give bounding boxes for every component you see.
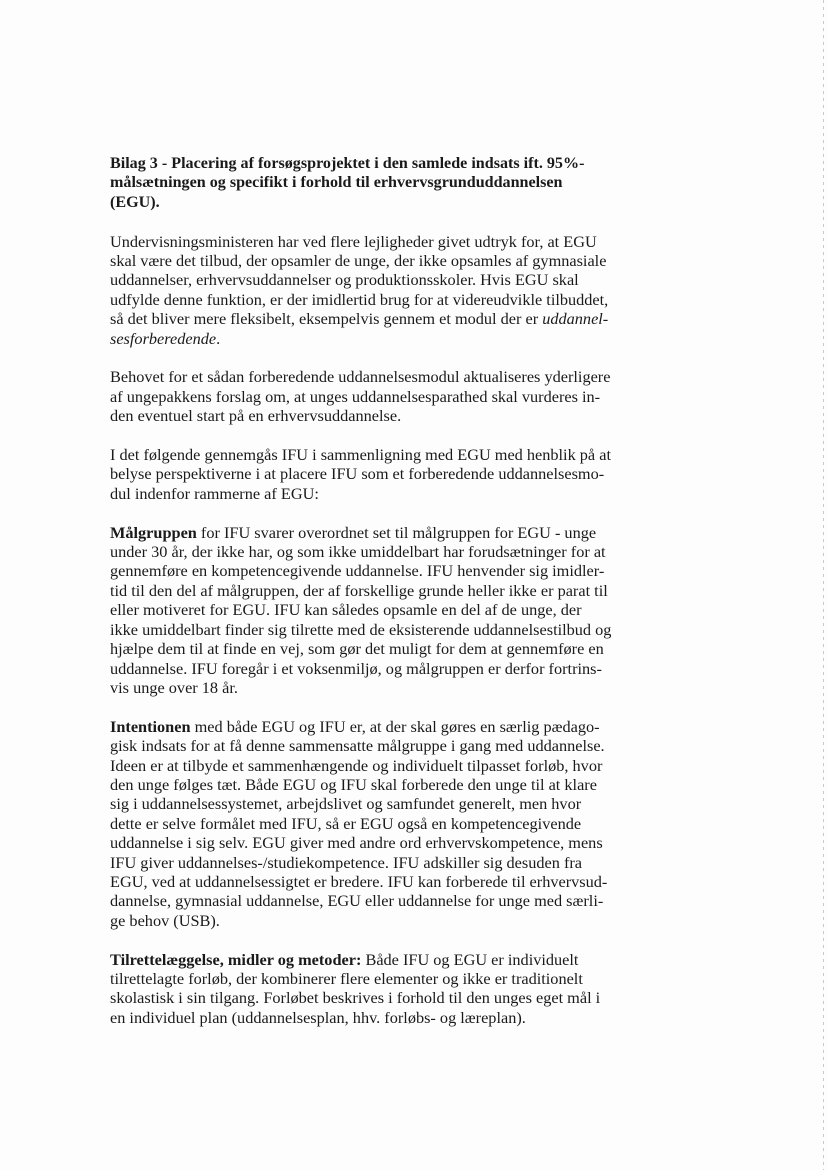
text-line: uddannelser, erhvervsuddannelser og produktionsskoler. Hvis EGU skal (110, 270, 579, 290)
text-line: skolastisk i sin tilgang. Forløbet beskrives i forhold til den unges eget mål i (110, 988, 601, 1008)
text-segment: for IFU svarer overordnet set til målgruppen for EGU - unge (196, 522, 597, 542)
paragraph-behovet (110, 367, 630, 425)
text-line: dette er selve formålet med IFU, så er EGU også en kompetencegivende (110, 813, 582, 833)
paragraph-gap (110, 426, 630, 445)
document-body (110, 154, 630, 1027)
paragraph-comparison (110, 445, 630, 503)
section-lead: Målgruppen (110, 522, 197, 542)
text-line: IFU giver uddannelses-/studiekompetence. IFU adskiller sig desuden fra (110, 852, 583, 872)
text-line: af ungepakkens forslag om, at unges uddannelsesparathed skal vurderes in- (110, 386, 601, 406)
text-line: under 30 år, der ikke har, og som ikke umiddelbart har forudsætninger for at (110, 542, 606, 562)
text-line: uddannelse. IFU foregår i et voksenmiljø, og målgruppen er derfor fortrins- (110, 658, 602, 678)
text-segment: Både IFU og EGU er individuelt (361, 949, 579, 969)
italic-term: uddannel- (542, 309, 609, 329)
text-line: Behovet for et sådan forberedende uddannelsesmodul aktualiseres yderligere (110, 367, 611, 387)
text-line: tilrettelagte forløb, der kombinerer flere elementer og ikke er traditionelt (110, 968, 583, 988)
italic-term: sesforberedende (110, 328, 217, 348)
text-line: vis unge over 18 år. (110, 677, 238, 697)
text-line: den eventuel start på en erhvervsuddannelse. (110, 406, 402, 426)
paragraph-gap (110, 348, 630, 367)
text-line: belyse perspektiverne i at placere IFU som et forberedende uddannelsesmo- (110, 464, 605, 484)
text-line: den unge følges tæt. Både EGU og IFU skal forberede den unge til at klare (110, 774, 597, 794)
text-line (110, 523, 630, 542)
title-line: målsætningen og specifikt i forhold til erhvervsgrunduddannelsen (110, 174, 563, 192)
paragraph-gap (110, 930, 630, 949)
text-line: sig i uddannelsessystemet, arbejdslivet og samfundet generelt, men hvor (110, 794, 582, 814)
text-segment: med både EGU og IFU er, at der skal gøres en særlig pædago- (190, 716, 600, 736)
paragraph-gap (110, 503, 630, 522)
paragraph-tilrettelaeggelse (110, 950, 630, 1028)
text-line: gennemføre en kompetencegivende uddannelse. IFU henvender sig imidler- (110, 561, 605, 581)
text-segment: . (216, 328, 221, 348)
text-line: dul indenfor rammerne af EGU: (110, 483, 319, 503)
text-line: EGU, ved at uddannelsessigtet er bredere. IFU kan forberede til erhvervsud- (110, 871, 608, 891)
text-line: Undervisningsministeren har ved flere lejligheder givet udtryk for, at EGU (110, 231, 597, 251)
section-lead: Tilrettelæggelse, midler og metoder: (110, 949, 362, 969)
text-line: udfylde denne funktion, er der imidlertid brug for at videreudvikle tilbuddet, (110, 289, 609, 309)
text-line: ikke umiddelbart finder sig tilrette med de eksisterende uddannelsestilbud og (110, 619, 612, 639)
text-line (110, 717, 630, 736)
text-line (110, 309, 630, 328)
title-line: Bilag 3 - Placering af forsøgsprojektet i den samlede indsats ift. 95%- (110, 155, 585, 172)
text-line: hjælpe dem til at finde en vej, som gør det muligt for dem at gennemføre en (110, 639, 604, 659)
title-line: (EGU). (110, 193, 160, 211)
section-lead: Intentionen (110, 716, 191, 736)
text-line: tid til den del af målgruppen, der af forskellige grunde heller ikke er parat til (110, 580, 608, 600)
scan-edge (823, 0, 824, 1170)
paragraph-intro (110, 232, 630, 348)
text-line: en individuel plan (uddannelsesplan, hhv. forløbs- og læreplan). (110, 1007, 526, 1027)
text-line (110, 329, 630, 348)
text-line (110, 950, 630, 969)
text-line: ge behov (USB). (110, 910, 220, 930)
text-line: skal være det tilbud, der opsamler de unge, der ikke opsamles af gymnasiale (110, 251, 607, 271)
text-line: eller motiveret for EGU. IFU kan således opsamle en del af de unge, der (110, 600, 582, 620)
document-title (110, 154, 630, 212)
text-line: dannelse, gymnasial uddannelse, EGU eller uddannelse for unge med særli- (110, 891, 604, 911)
text-segment: så det bliver mere fleksibelt, eksempelvis gennem et modul der er (110, 309, 543, 329)
paragraph-gap (110, 697, 630, 716)
paragraph-gap (110, 212, 630, 231)
paragraph-intentionen (110, 717, 630, 930)
text-line: Ideen er at tilbyde et sammenhængende og individuelt tilpasset forløb, hvor (110, 755, 603, 775)
text-line: I det følgende gennemgås IFU i sammenligning med EGU med henblik på at (110, 445, 611, 465)
text-line: gisk indsats for at få denne sammensatte målgruppe i gang med uddannelse. (110, 736, 605, 756)
text-line: uddannelse i sig selv. EGU giver med andre ord erhvervskompetence, mens (110, 833, 603, 853)
paragraph-maalgruppen (110, 523, 630, 698)
